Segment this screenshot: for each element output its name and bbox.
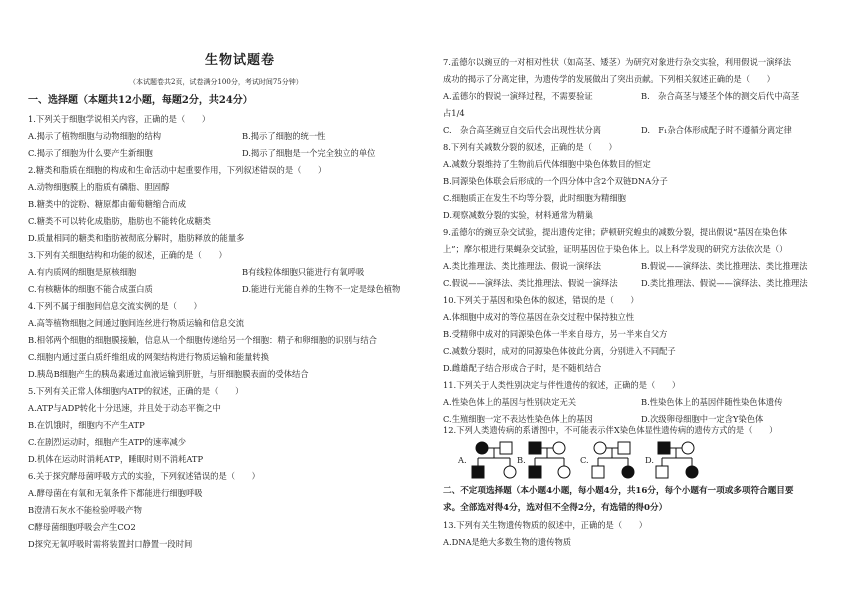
question-9-cont: 上”；摩尔根进行果蝇杂交试验，证明基因位于染色体上。以上科学发现的研究方法依次是（）	[443, 244, 788, 254]
q11-option-a: A.性染色体上的基因与性别决定无关	[443, 397, 577, 407]
q2-option-d: D.质量相同的糖类和脂肪被彻底分解时，脂肪释放的能量多	[28, 233, 245, 243]
question-7: 7.孟德尔以豌豆的一对相对性状（如高茎、矮茎）为研究对象进行杂交实验，利用假说一演绎法	[443, 57, 792, 67]
q5-option-d: D.机体在运动时消耗ATP，睡眠时则不消耗ATP	[28, 454, 204, 464]
question-4: 4.下列不属于细胞间信息交流实例的是（ ）	[28, 301, 202, 311]
q8-option-b: B.同源染色体联会后形成的一个四分体中含2个双链DNA分子	[443, 176, 668, 186]
q11-option-d: D.次级卵母细胞中一定含Y染色体	[641, 414, 764, 424]
pedigree-c	[592, 442, 634, 478]
q9-option-d: D.类比推理法、假说——演绎法、类比推理法	[641, 278, 808, 288]
q5-option-a: A.ATP与ADP转化十分迅速，并且处于动态平衡之中	[28, 403, 221, 413]
q1-option-c: C.揭示了细胞为什么要产生新细胞	[28, 148, 153, 158]
q11-option-b: B.性染色体上的基因伴随性染色体遗传	[641, 397, 783, 407]
q10-option-c: C.减数分裂时，成对的同源染色体彼此分离，分别进入不同配子	[443, 346, 676, 356]
exam-subtitle: （本试题卷共2页，试卷满分100分，考试时间75分钟）	[129, 78, 303, 86]
q9-option-a: A.类比推理法、类比推理法、假说一演绎法	[443, 261, 601, 271]
question-7-cont: 成功的揭示了分离定律，为遗传学的发展做出了突出贡献。下列相关叙述正确的是（ ）	[443, 74, 775, 84]
question-13: 13.下列有关生物遗传物质的叙述中，正确的是（ ）	[443, 520, 648, 530]
q2-option-c: C.糖类不可以转化成脂肪，脂肪也不能转化成糖类	[28, 216, 211, 226]
q9-option-b: B.假说——演绎法、类比推理法、类比推理法	[641, 261, 808, 271]
q1-option-a: A.揭示了植物细胞与动物细胞的结构	[28, 131, 162, 141]
q3-option-a: A.有内质网的细胞是原核细胞	[28, 267, 137, 277]
question-5: 5.下列有关正常人体细胞内ATP的叙述，正确的是（ ）	[28, 386, 244, 396]
pedigree-d	[656, 442, 698, 478]
q6-option-c: C酵母菌细胞呼吸会产生CO2	[28, 522, 136, 532]
question-9: 9.孟德尔的豌豆杂交试验，提出遗传定律；萨顿研究蝗虫的减数分裂，提出假说“基因在染色体	[443, 227, 788, 237]
q7-option-c: C. 杂合高茎豌豆自交后代会出现性状分离	[443, 125, 602, 135]
q2-option-b: B.糖类中的淀粉、糖原都由葡萄糖缩合而成	[28, 199, 187, 209]
question-12: 12.下列人类遗传病的系谱图中，不可能表示伴X染色体显性遗传病的遗传方式的是（ ）	[443, 425, 778, 435]
q6-option-a: A.酵母菌在有氧和无氧条件下都能进行细胞呼吸	[28, 488, 203, 498]
section-1-heading: 一、选择题（本题共12小题，每题2分，共24分）	[28, 95, 253, 106]
q4-option-a: A.高等植物细胞之间通过胞间连丝进行物质运输和信息交流	[28, 318, 245, 328]
q7-option-a: A.孟德尔的假说一演绎过程，不需要验证	[443, 91, 593, 101]
q1-option-b: B.揭示了细胞的统一性	[242, 131, 326, 141]
pedigree-a-label: A.	[458, 455, 467, 465]
q1-option-d: D.揭示了细胞是一个完全独立的单位	[242, 148, 376, 158]
q10-option-b: B.受精卵中成对的同源染色体一半来自母方，另一半来自父方	[443, 329, 668, 339]
q4-option-c: C.细胞内通过蛋白质纤维组成的网架结构进行物质运输和能量转换	[28, 352, 270, 362]
q10-option-a: A.体细胞中成对的等位基因在杂交过程中保持独立性	[443, 312, 635, 322]
question-8: 8.下列有关减数分裂的叙述，正确的是（ ）	[443, 142, 617, 152]
q7-option-d: D. F₁杂合体形成配子时不遵循分离定律	[641, 125, 792, 135]
q2-option-a: A.动物细胞膜上的脂质有磷脂、胆固醇	[28, 182, 170, 192]
question-10: 10.下列关于基因和染色体的叙述，错误的是（ ）	[443, 295, 639, 305]
question-2: 2.糖类和脂质在细胞的构成和生命活动中起重要作用，下列叙述错误的是（ ）	[28, 165, 327, 175]
q11-option-c: C.生殖细胞一定不表达性染色体上的基因	[443, 414, 593, 424]
q3-option-b: B有线粒体细胞只能进行有氧呼吸	[242, 267, 365, 277]
exam-title: 生物试题卷	[205, 53, 276, 68]
section-2-heading-cont: 求。全部选对得4分，选对但不全得2分，有选错的得0分）	[443, 503, 668, 513]
q8-option-c: C.细胞质正在发生不均等分裂，此时细胞为精细胞	[443, 193, 626, 203]
q4-option-d: D.胰岛B细胞产生的胰岛素通过血液运输到肝脏，与肝细胞膜表面的受体结合	[28, 369, 309, 379]
q8-option-a: A.减数分裂维持了生物前后代体细胞中染色体数目的恒定	[443, 159, 651, 169]
q10-option-d: D.雌雄配子结合形成合子时，是不随机结合	[443, 363, 602, 373]
q7-option-b: B. 杂合高茎与矮茎个体的测交后代中高茎	[641, 91, 800, 101]
q9-option-c: C.假说——演绎法、类比推理法、假说一演绎法	[443, 278, 618, 288]
pedigree-a	[472, 442, 516, 478]
pedigree-b-label: B.	[517, 455, 526, 465]
question-1: 1.下列关于细胞学说相关内容，正确的是（ ）	[28, 114, 211, 124]
q5-option-c: C.在剧烈运动时，细胞产生ATP的速率减少	[28, 437, 187, 447]
pedigree-b	[529, 442, 570, 478]
pedigree-diagrams	[454, 438, 784, 484]
q8-option-d: D.观察减数分裂的实验，材料通常为精巢	[443, 210, 594, 220]
pedigree-c-label: C.	[580, 455, 589, 465]
section-2-heading: 二、不定项选择题（本小题4小题，每小题4分，共16分，每个小题有一项或多项符合题目要	[443, 486, 794, 496]
q7-option-b-cont: 占1/4	[443, 108, 465, 118]
pedigree-d-label: D.	[645, 455, 654, 465]
question-6: 6.关于探究酵母菌呼吸方式的实验，下列叙述错误的是（ ）	[28, 471, 260, 481]
q4-option-b: B.相邻两个细胞的细胞膜接触，信息从一个细胞传递给另一个细胞：精子和卵细胞的识别与结合	[28, 335, 377, 345]
q3-option-c: C.有核糖体的细胞不能合成蛋白质	[28, 284, 153, 294]
q13-option-a: A.DNA是绝大多数生物的遗传物质	[443, 537, 572, 547]
q5-option-b: B.在饥饿时，细胞内不产生ATP	[28, 420, 145, 430]
question-11: 11.下列关于人类性别决定与伴性遗传的叙述，正确的是（ ）	[443, 380, 681, 390]
q6-option-d: D探究无氧呼吸时需将装置封口静置一段时间	[28, 539, 193, 549]
question-3: 3.下列有关细胞结构和功能的叙述，正确的是（ ）	[28, 250, 227, 260]
q6-option-b: B澄清石灰水不能检验呼吸产物	[28, 505, 142, 515]
q3-option-d: D.能进行光能自养的生物不一定是绿色植物	[242, 284, 401, 294]
